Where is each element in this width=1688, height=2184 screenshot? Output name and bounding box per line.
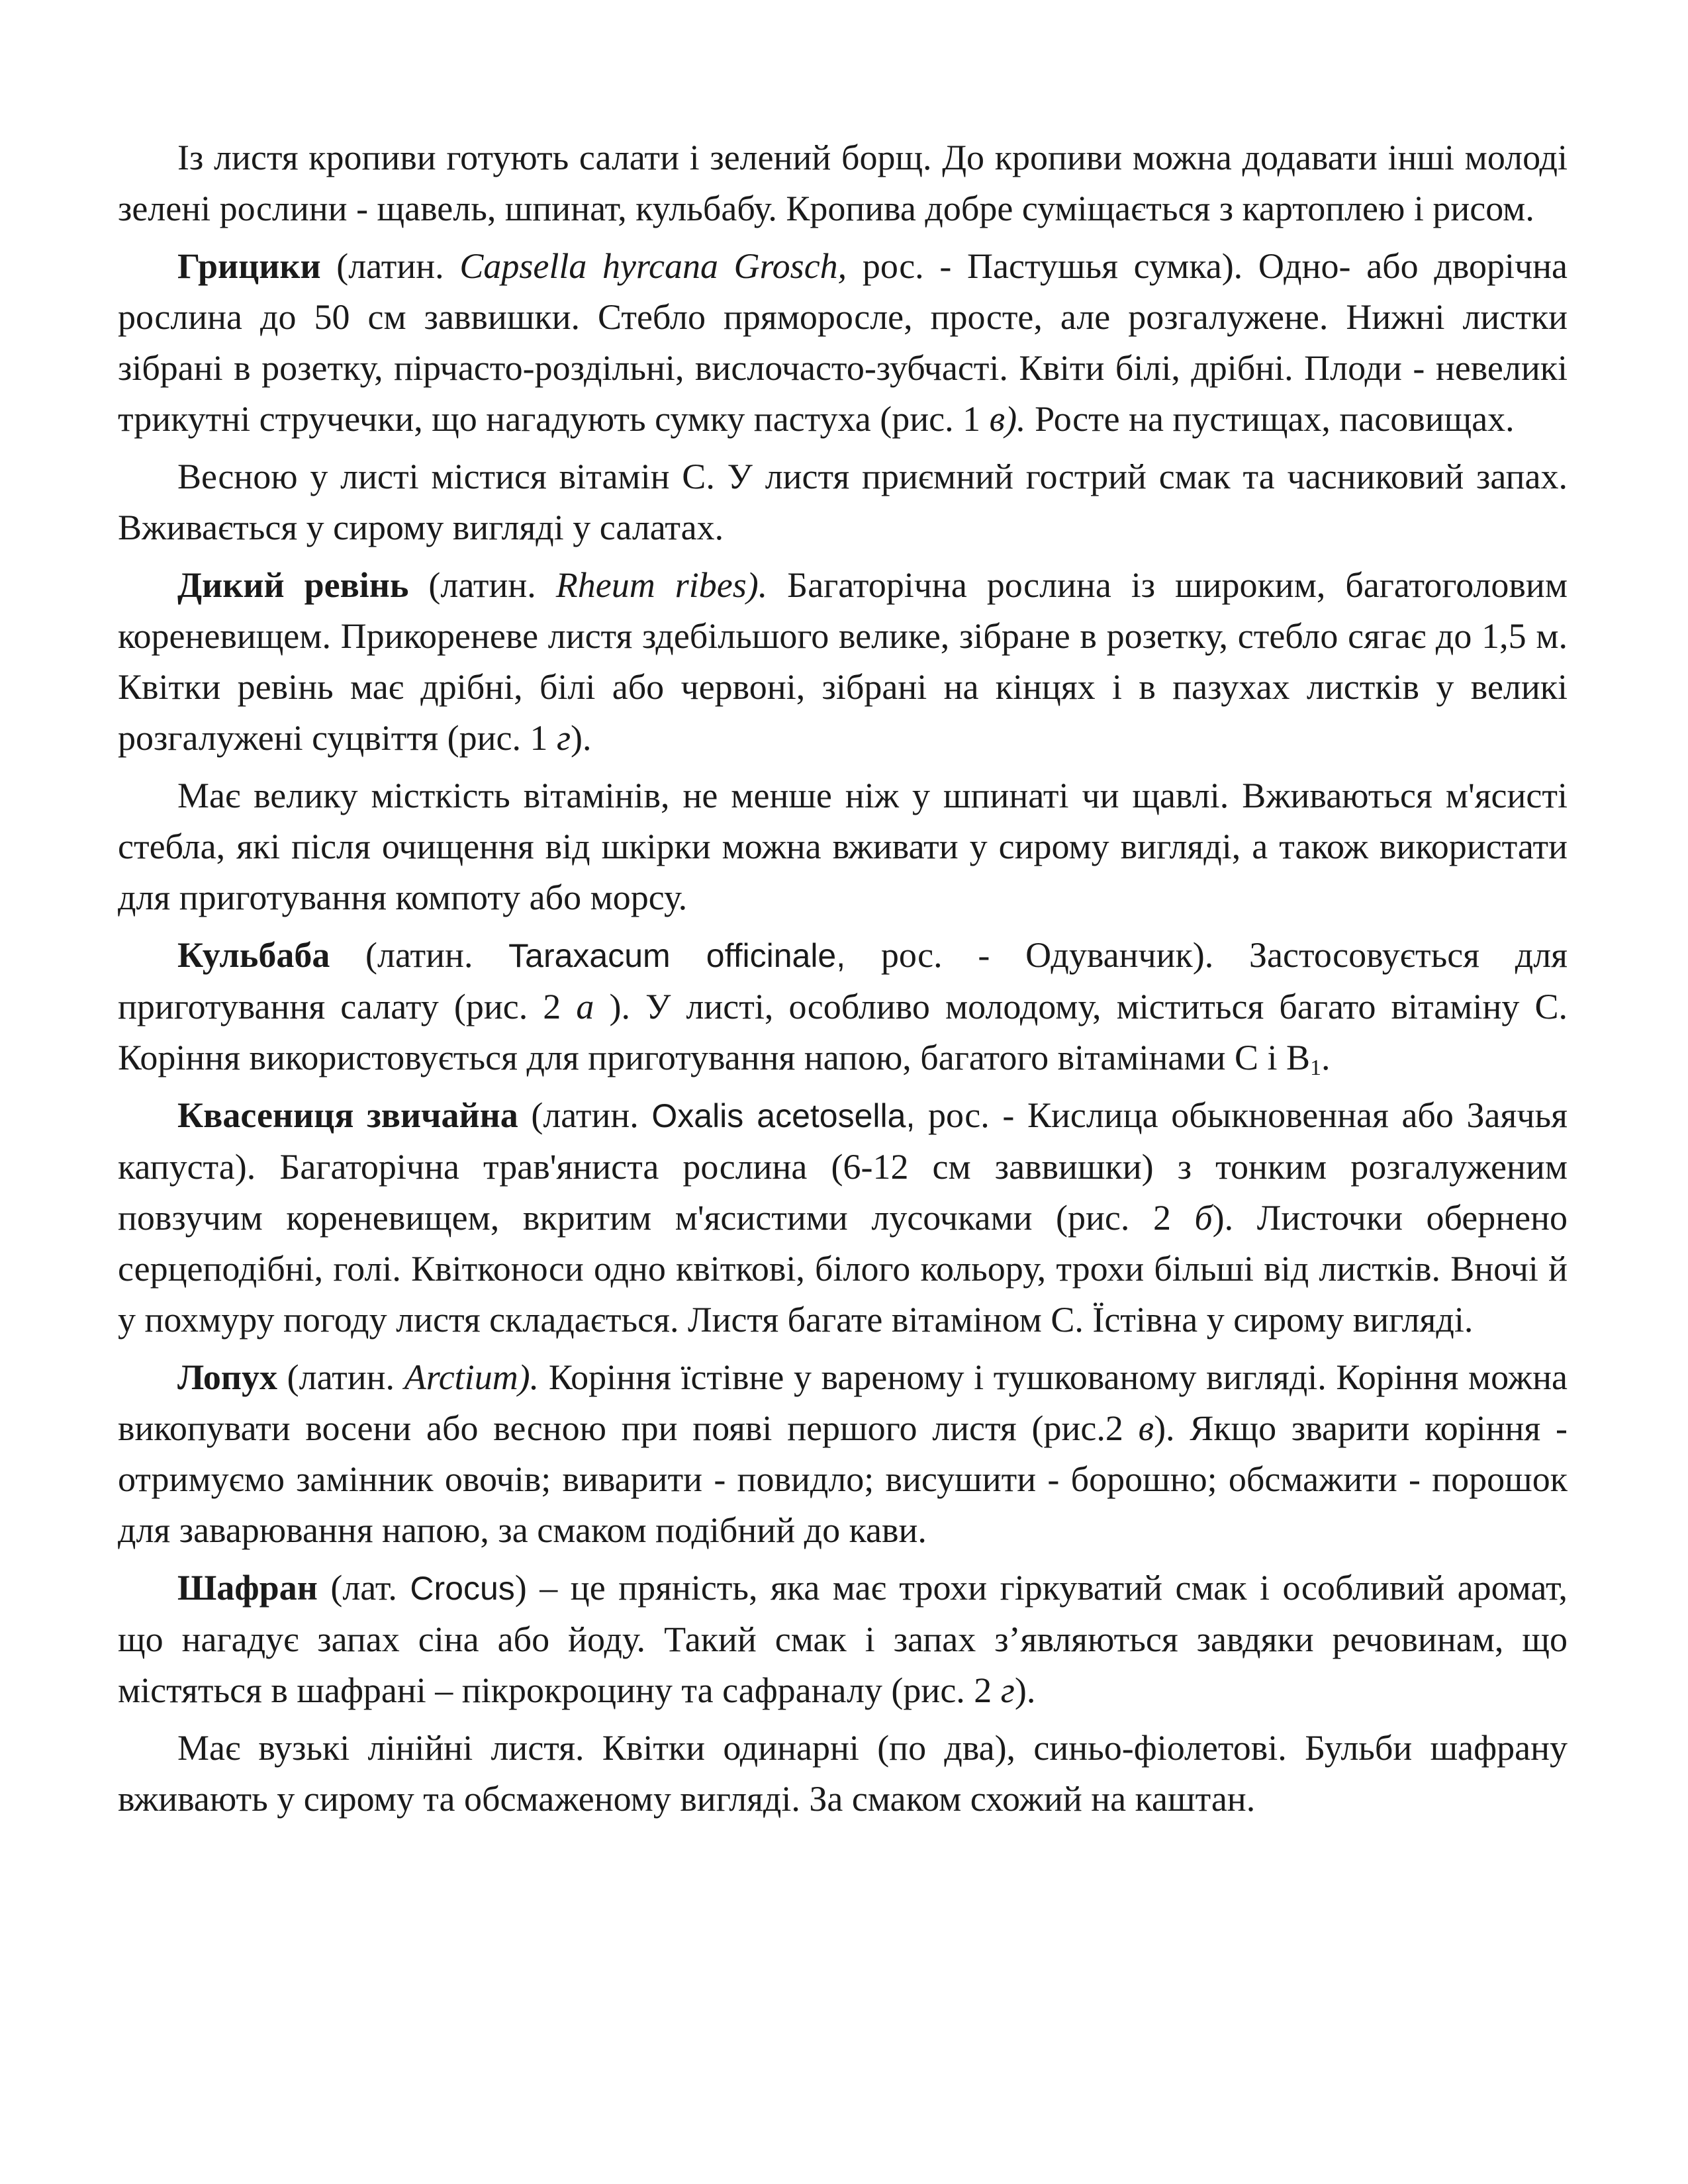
paragraph [118,930,1568,1083]
paragraph [118,1352,1568,1556]
text-run: Багаторічна рослина із широким, багатоголовим кореневищем. Прикореневе листя здебільшого велике, зібране в розетку, стебло сягає до 1,5 м. Квітки ревінь має дрібні, білі або червоні, зібрані на кінцях і в пазухах листків у великі розгалужені суцвіття (рис. 1 [118,565,1568,758]
text-run: ). [571,718,592,758]
paragraph [118,451,1568,553]
plant-name: Лопух [177,1357,278,1397]
paragraph [118,560,1568,764]
paragraph [118,770,1568,923]
text-italic: в). [989,399,1026,439]
text-run: . [1321,1038,1331,1077]
text-run: (латин. [320,246,460,286]
plant-name: Шафран [177,1568,318,1608]
paragraph [118,132,1568,234]
text-sans: Taraxacum officinale, [508,937,846,974]
text-sans: Crocus [410,1570,515,1607]
text-italic: г [1000,1670,1015,1710]
plant-name: Кульбаба [177,935,330,975]
text-italic: Rheum ribes). [555,565,768,605]
text-italic: Arctium). [404,1357,539,1397]
paragraph [118,1563,1568,1716]
text-run: ). Листочки обернено серцеподібні, голі. Квітконоси одно квіткові, білого кольору, трохи більші від листків. Вночі й у похмуру погоду листя складається. Листя багате вітаміном С. Їстівна у сирому вигляді. [118,1198,1568,1340]
text-run: Із листя кропиви готують салати і зелений борщ. До кропиви можна додавати інші молоді зелені рослини - щавель, шпинат, кульбабу. Кропива добре суміщається з картоплею і рисом. [118,138,1568,228]
text-run: Коріння їстівне у вареному і тушкованому вигляді. Коріння можна викопувати восени або весною при появі першого листя (рис.2 [118,1357,1568,1448]
text-run: ). У листі, особливо молодому, міститься багато вітаміну С. Коріння використовується для приготування напою, багатого вітамінами С і В [118,987,1568,1077]
text-sub: 1 [1310,1056,1322,1080]
text-sans: Oxalis acetosella, [651,1097,915,1134]
text-run: Має велику місткість вітамінів, не менше ніж у шпинаті чи щавлі. Вживаються м'ясисті стебла, які після очищення від шкірки можна вживати у сирому вигляді, а також використати для приготування компоту або морсу. [118,776,1568,917]
text-run: ). [1014,1670,1036,1710]
text-run: (латин. [518,1095,652,1135]
plant-name: Грицики [177,246,321,286]
paragraph [118,1723,1568,1825]
text-italic: а [576,987,594,1026]
text-run: рос. - Пастушья сумка). Одно- або дворічна рослина до 50 см заввишки. Стебло пряморосле, просте, але розгалужене. Нижні листки зібрані в розетку, пірчасто-роздільні, вислочасто-зубчасті. Квіти білі, дрібні. Плоди - невеликі трикутні стручечки, що нагадують сумку пастуха (рис. 1 [118,246,1568,439]
text-run: ) – це пряність, яка має трохи гіркуватий смак і особливий аромат, що нагадує запах сіна або йоду. Такий смак і запах з’являються завдяки речовинам, що містяться в шафрані – пікрокроцину та сафраналу (рис. 2 [118,1568,1568,1710]
text-run: Має вузькі лінійні листя. Квітки одинарні (по два), синьо-фіолетові. Бульби шафрану вживають у сирому та обсмаженому вигляді. За смаком схожий на каштан. [118,1728,1568,1819]
text-run: Весною у листі містися вітамін С. У листя приємний гострий смак та часниковий запах. Вживається у сирому вигляді у салатах. [118,457,1568,547]
text-run: Росте на пустищах, пасовищах. [1025,399,1515,439]
plant-name: Квасениця звичайна [177,1095,518,1135]
document-page [118,132,1568,1831]
text-run: ). Якщо зварити коріння - отримуємо замінник овочів; виварити - повидло; висушити - борошно; обсмажити - порошок для заварювання напою, за смаком подібний до кави. [118,1408,1568,1550]
text-italic: г [556,718,571,758]
text-run: (латин. [277,1357,404,1397]
plant-name: Дикий ревінь [177,565,409,605]
text-italic: Capsella hyrcana Grosch, [459,246,847,286]
text-run: рос. - Одуванчик). Застосовується для приготування салату (рис. 2 [118,935,1568,1026]
text-italic: б [1194,1198,1213,1238]
text-run: (латин. [408,565,556,605]
text-run: рос. - Кислица обыкновенная або Заячья капуста). Багаторічна трав'яниста рослина (6-12 см заввишки) з тонким розгалуженим повзучим кореневищем, вкритим м'ясистими лусочками (рис. 2 [118,1095,1568,1238]
text-run: (лат. [317,1568,410,1608]
paragraph [118,241,1568,445]
text-run: (латин. [330,935,509,975]
paragraph [118,1090,1568,1345]
text-italic: в [1138,1408,1154,1448]
